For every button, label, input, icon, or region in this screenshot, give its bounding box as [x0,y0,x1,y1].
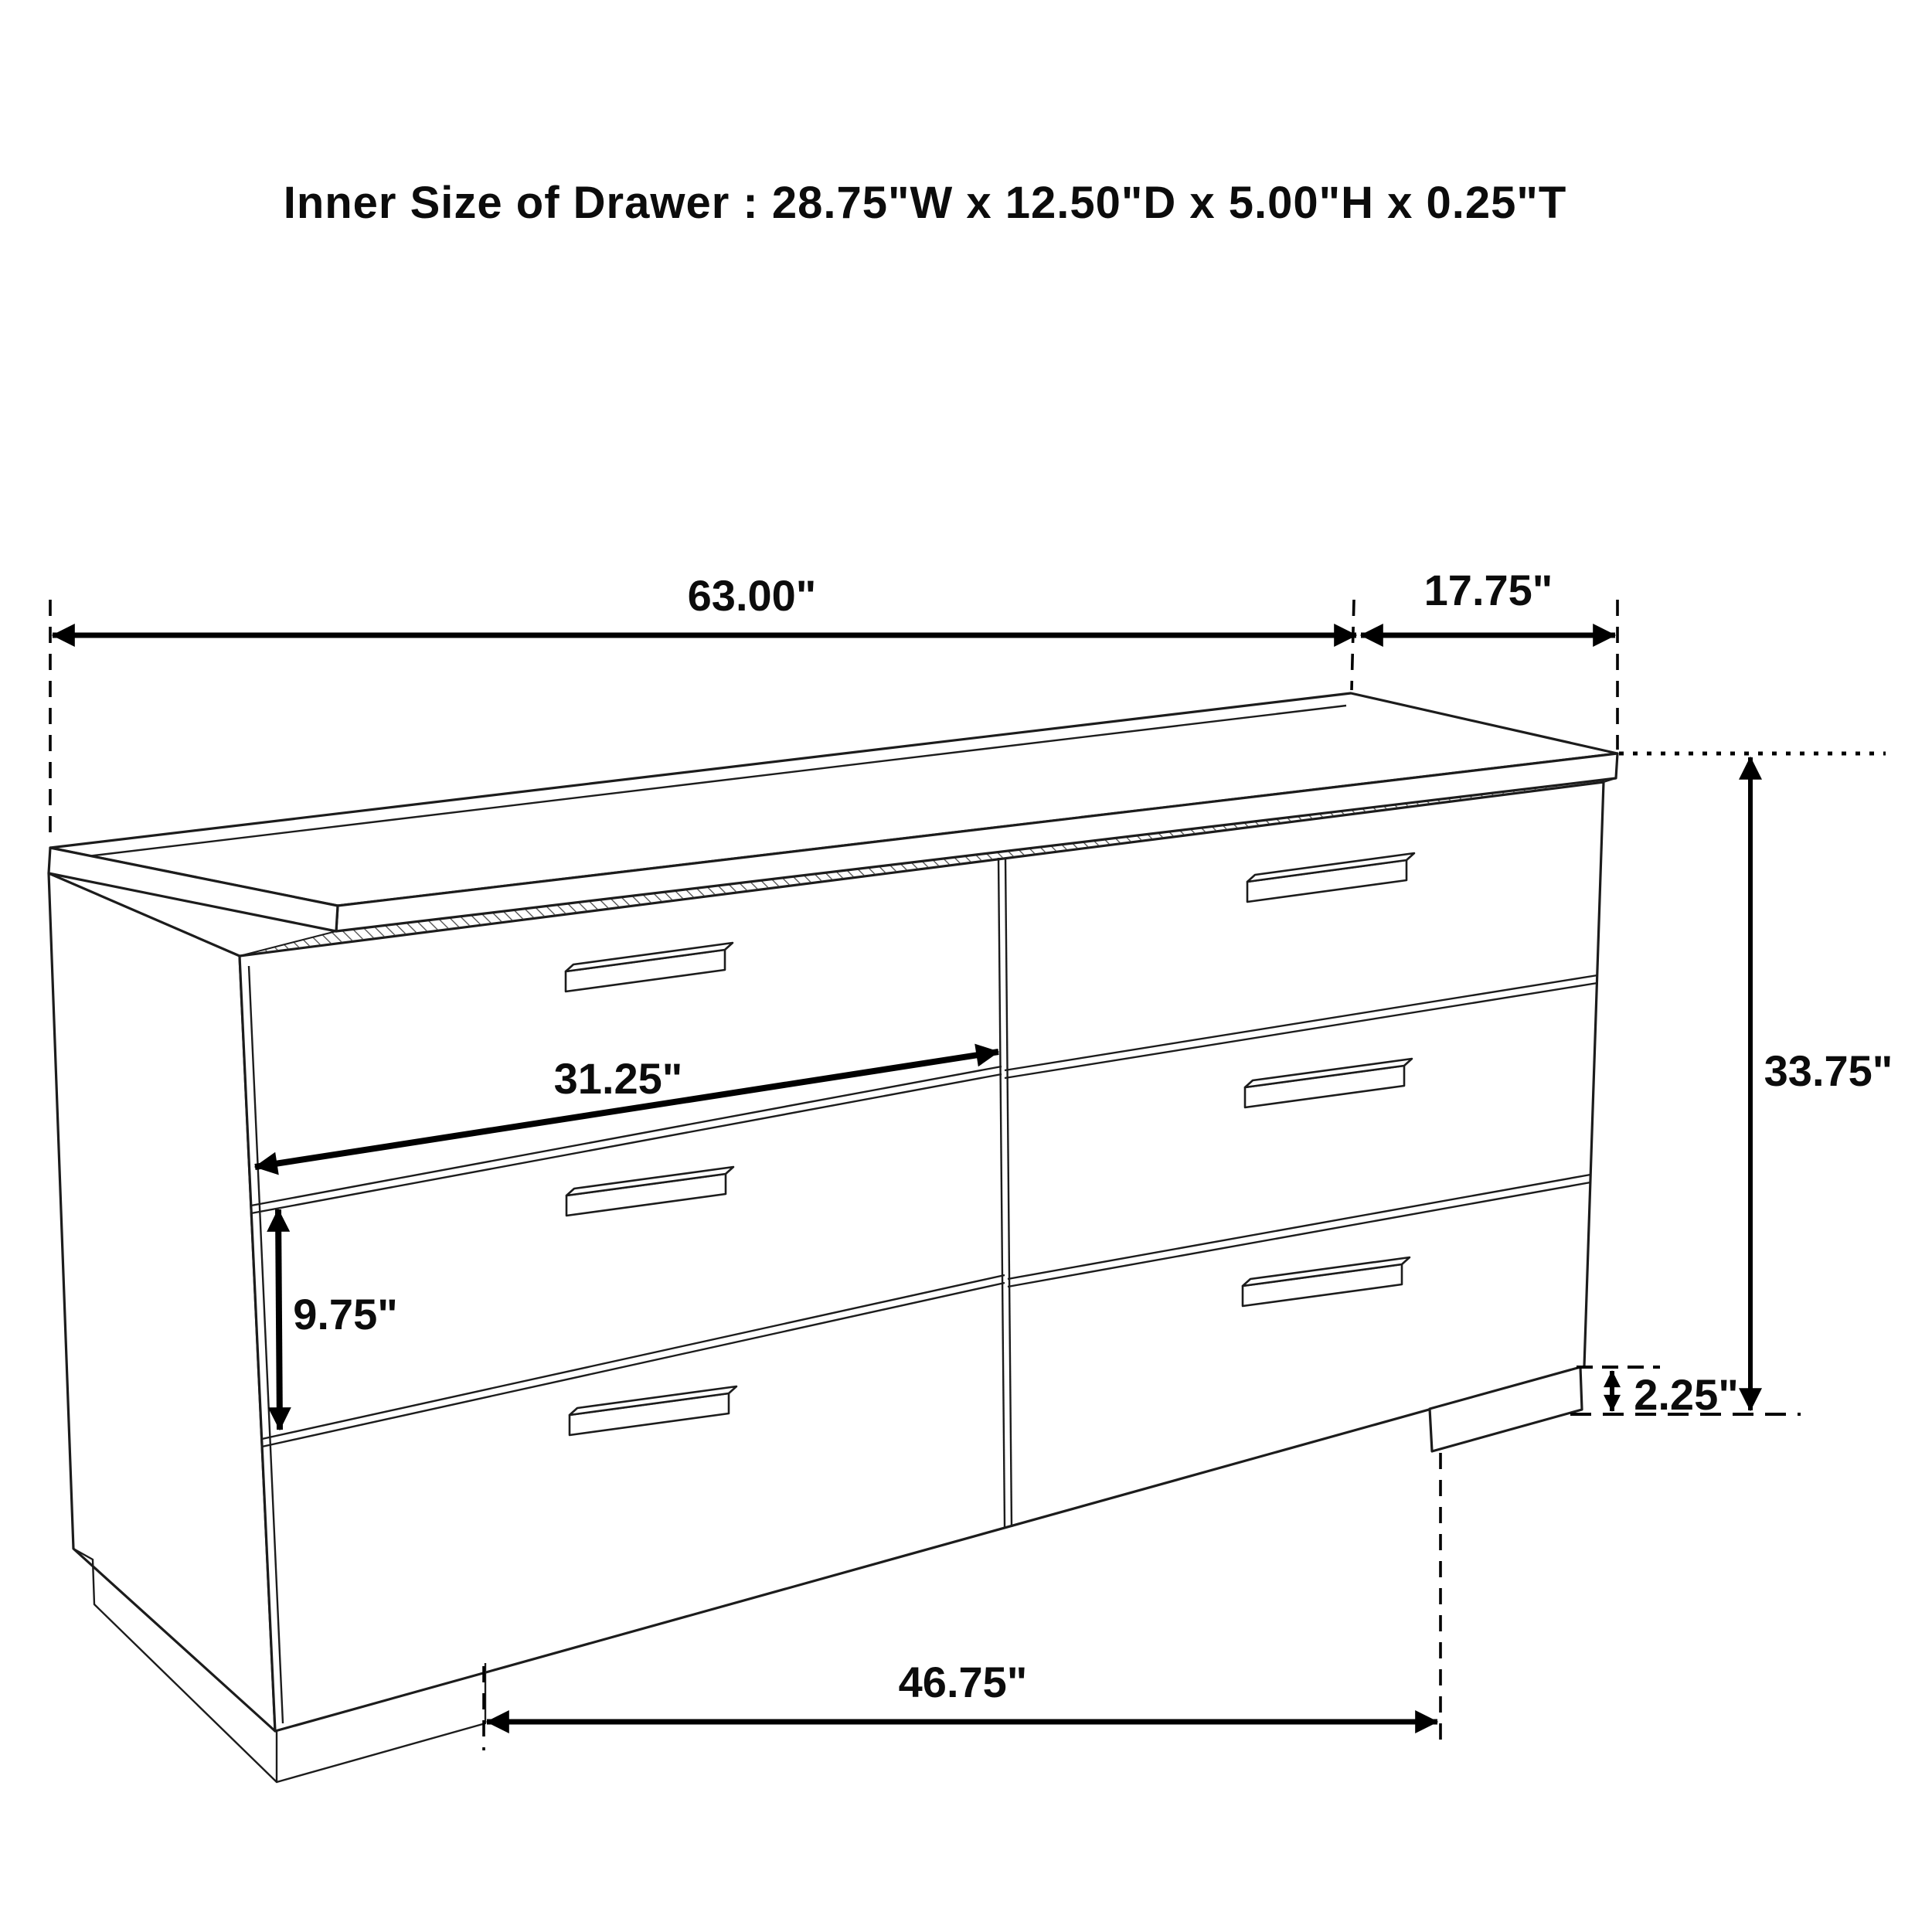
drawer-width-label: 31.25" [553,1054,683,1103]
drawer-height-label: 9.75" [293,1290,398,1338]
overall-depth-label: 17.75" [1423,566,1553,614]
leg-span-label: 46.75" [898,1658,1028,1706]
diagram-title: Inner Size of Drawer : 28.75"W x 12.50"D x 5.00"H x 0.25"T [283,178,1567,228]
overall-height-label: 33.75" [1764,1046,1893,1095]
dimension-overall-height [1750,757,1893,1410]
dimension-leg-height [1612,1370,1739,1419]
dresser-drawing [49,693,1617,1782]
dimension-overall-depth [1361,566,1615,635]
dimension-leg-span [487,1658,1437,1722]
leg-height-label: 2.25" [1634,1370,1739,1419]
dimension-overall-width [53,571,1356,635]
overall-width-label: 63.00" [687,571,817,620]
